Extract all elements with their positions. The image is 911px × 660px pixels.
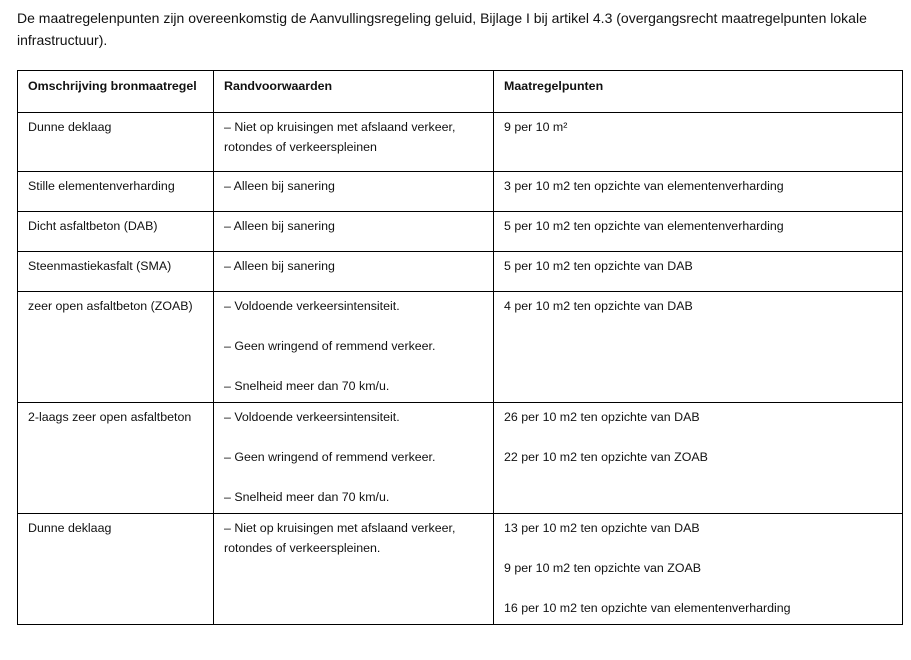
- randvoorwaarde-item: – Geen wringend of remmend verkeer.: [224, 339, 436, 353]
- table-row: [18, 113, 903, 172]
- cell-omschrijving: Stille elementenverharding: [18, 172, 214, 212]
- table-row: [18, 403, 903, 514]
- maatregelpunt-item: 26 per 10 m2 ten opzichte van DAB: [504, 410, 700, 424]
- header-maatregelpunten: Maatregelpunten: [494, 71, 903, 113]
- randvoorwaarde-item: – Alleen bij sanering: [224, 179, 335, 193]
- cell-omschrijving: Steenmastiekasfalt (SMA): [18, 252, 214, 292]
- randvoorwaarde-item: – Voldoende verkeersintensiteit.: [224, 299, 400, 313]
- cell-omschrijving: Dicht asfaltbeton (DAB): [18, 212, 214, 252]
- cell-maatregelpunten: [494, 212, 903, 252]
- table-header-row: [18, 71, 903, 113]
- cell-maatregelpunten: [494, 403, 903, 514]
- maatregelpunten-table: [17, 70, 903, 625]
- maatregelpunt-item: 16 per 10 m2 ten opzichte van elementenverharding: [504, 601, 791, 615]
- cell-randvoorwaarden: [214, 292, 494, 403]
- randvoorwaarde-item: – Alleen bij sanering: [224, 259, 335, 273]
- cell-randvoorwaarden: [214, 212, 494, 252]
- header-omschrijving: Omschrijving bronmaatregel: [18, 71, 214, 113]
- randvoorwaarde-item: – Niet op kruisingen met afslaand verkeer, rotondes of verkeerspleinen: [224, 120, 456, 154]
- maatregelpunt-item: 9 per 10 m²: [504, 120, 568, 134]
- cell-omschrijving: 2-laags zeer open asfaltbeton: [18, 403, 214, 514]
- maatregelpunt-item: 5 per 10 m2 ten opzichte van elementenverharding: [504, 219, 784, 233]
- intro-paragraph: De maatregelenpunten zijn overeenkomstig de Aanvullingsregeling geluid, Bijlage I bij artikel 4.3 (overgangsrecht maatregelpunten lokale infrastructuur).: [17, 10, 867, 48]
- cell-maatregelpunten: [494, 252, 903, 292]
- cell-omschrijving: Dunne deklaag: [18, 514, 214, 625]
- header-randvoorwaarden: Randvoorwaarden: [214, 71, 494, 113]
- maatregelpunt-item: 9 per 10 m2 ten opzichte van ZOAB: [504, 561, 701, 575]
- cell-randvoorwaarden: [214, 113, 494, 172]
- randvoorwaarde-item: – Geen wringend of remmend verkeer.: [224, 450, 436, 464]
- maatregelpunt-item: 4 per 10 m2 ten opzichte van DAB: [504, 299, 693, 313]
- maatregelpunt-item: 22 per 10 m2 ten opzichte van ZOAB: [504, 450, 708, 464]
- maatregelpunt-item: 13 per 10 m2 ten opzichte van DAB: [504, 521, 700, 535]
- table-row: [18, 514, 903, 625]
- table-row: [18, 212, 903, 252]
- cell-randvoorwaarden: [214, 252, 494, 292]
- cell-omschrijving: zeer open asfaltbeton (ZOAB): [18, 292, 214, 403]
- cell-omschrijving: Dunne deklaag: [18, 113, 214, 172]
- cell-randvoorwaarden: [214, 172, 494, 212]
- randvoorwaarde-item: – Alleen bij sanering: [224, 219, 335, 233]
- randvoorwaarde-item: – Snelheid meer dan 70 km/u.: [224, 379, 390, 393]
- table-row: [18, 292, 903, 403]
- randvoorwaarde-item: – Snelheid meer dan 70 km/u.: [224, 490, 390, 504]
- cell-randvoorwaarden: [214, 403, 494, 514]
- maatregelpunt-item: 5 per 10 m2 ten opzichte van DAB: [504, 259, 693, 273]
- table-row: [18, 172, 903, 212]
- cell-maatregelpunten: [494, 292, 903, 403]
- cell-randvoorwaarden: [214, 514, 494, 625]
- randvoorwaarde-item: – Niet op kruisingen met afslaand verkeer, rotondes of verkeerspleinen.: [224, 521, 456, 555]
- cell-maatregelpunten: [494, 113, 903, 172]
- randvoorwaarde-item: – Voldoende verkeersintensiteit.: [224, 410, 400, 424]
- cell-maatregelpunten: [494, 172, 903, 212]
- table-row: [18, 252, 903, 292]
- maatregelpunt-item: 3 per 10 m2 ten opzichte van elementenverharding: [504, 179, 784, 193]
- cell-maatregelpunten: [494, 514, 903, 625]
